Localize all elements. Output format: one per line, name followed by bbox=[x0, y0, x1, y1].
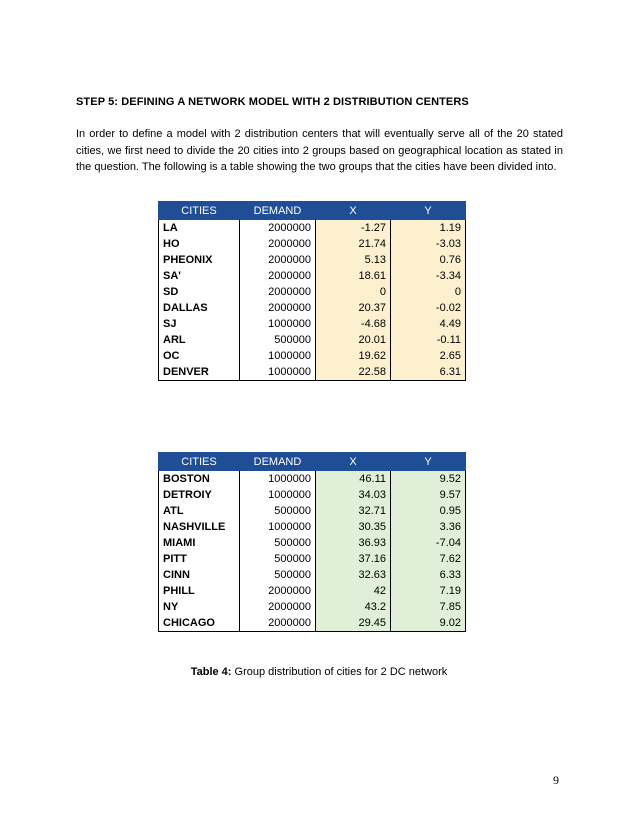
cell-demand: 1000000 bbox=[240, 364, 316, 381]
col-header-x: X bbox=[316, 202, 391, 220]
table-row bbox=[159, 615, 466, 632]
cell-city: CHICAGO bbox=[159, 615, 240, 632]
cell-y: -3.34 bbox=[391, 268, 466, 284]
col-header-demand: DEMAND bbox=[240, 453, 316, 471]
cell-x: 32.71 bbox=[316, 503, 391, 519]
table-row bbox=[159, 220, 466, 237]
table-row bbox=[159, 503, 466, 519]
col-header-y: Y bbox=[391, 202, 466, 220]
cell-x: 36.93 bbox=[316, 535, 391, 551]
cell-x: 42 bbox=[316, 583, 391, 599]
cell-city: DETROIY bbox=[159, 487, 240, 503]
table-header-row bbox=[159, 453, 466, 471]
table-row bbox=[159, 535, 466, 551]
cell-demand: 2000000 bbox=[240, 599, 316, 615]
table-row bbox=[159, 268, 466, 284]
cell-demand: 1000000 bbox=[240, 316, 316, 332]
cell-city: OC bbox=[159, 348, 240, 364]
table-row bbox=[159, 236, 466, 252]
section-heading: STEP 5: DEFINING A NETWORK MODEL WITH 2 DISTRIBUTION CENTERS bbox=[76, 96, 469, 108]
cell-city: MIAMI bbox=[159, 535, 240, 551]
table-row bbox=[159, 348, 466, 364]
table-row bbox=[159, 599, 466, 615]
cell-y: 7.85 bbox=[391, 599, 466, 615]
cell-y: -7.04 bbox=[391, 535, 466, 551]
table-header-row bbox=[159, 202, 466, 220]
cell-demand: 2000000 bbox=[240, 236, 316, 252]
cell-y: 1.19 bbox=[391, 220, 466, 237]
cell-city: PHILL bbox=[159, 583, 240, 599]
caption-text: Group distribution of cities for 2 DC network bbox=[231, 666, 448, 678]
cell-x: -1.27 bbox=[316, 220, 391, 237]
cell-city: PITT bbox=[159, 551, 240, 567]
cell-y: 0 bbox=[391, 284, 466, 300]
cell-city: LA bbox=[159, 220, 240, 237]
cell-y: 9.57 bbox=[391, 487, 466, 503]
table-row bbox=[159, 583, 466, 599]
cell-city: BOSTON bbox=[159, 471, 240, 488]
cell-x: 32.63 bbox=[316, 567, 391, 583]
cell-demand: 2000000 bbox=[240, 252, 316, 268]
cell-y: 3.36 bbox=[391, 519, 466, 535]
cell-city: CINN bbox=[159, 567, 240, 583]
table-row bbox=[159, 487, 466, 503]
col-header-cities: CITIES bbox=[159, 453, 240, 471]
cell-city: NASHVILLE bbox=[159, 519, 240, 535]
cell-demand: 2000000 bbox=[240, 284, 316, 300]
page-number: 9 bbox=[553, 773, 559, 787]
table-row bbox=[159, 364, 466, 381]
cell-demand: 1000000 bbox=[240, 519, 316, 535]
table-row bbox=[159, 300, 466, 316]
cell-city: HO bbox=[159, 236, 240, 252]
cell-y: 6.31 bbox=[391, 364, 466, 381]
cell-demand: 500000 bbox=[240, 332, 316, 348]
cell-demand: 500000 bbox=[240, 551, 316, 567]
cell-city: DALLAS bbox=[159, 300, 240, 316]
cell-y: 7.62 bbox=[391, 551, 466, 567]
cell-x: -4.68 bbox=[316, 316, 391, 332]
cell-city: ARL bbox=[159, 332, 240, 348]
cell-x: 29.45 bbox=[316, 615, 391, 632]
cell-y: 7.19 bbox=[391, 583, 466, 599]
cell-y: -0.02 bbox=[391, 300, 466, 316]
cell-demand: 2000000 bbox=[240, 583, 316, 599]
cell-y: 4.49 bbox=[391, 316, 466, 332]
cell-city: SJ bbox=[159, 316, 240, 332]
intro-paragraph: In order to define a model with 2 distribution centers that will eventually serve all of the 20 stated cities, we first need to divide the 20 cities into 2 groups based on geographical location as stated in the question. The following is a table showing the two groups that the cities have been divided into. bbox=[76, 128, 563, 173]
cell-demand: 500000 bbox=[240, 567, 316, 583]
cell-x: 19.62 bbox=[316, 348, 391, 364]
cell-y: -3.03 bbox=[391, 236, 466, 252]
col-header-y: Y bbox=[391, 453, 466, 471]
cell-x: 37.16 bbox=[316, 551, 391, 567]
cell-city: PHEONIX bbox=[159, 252, 240, 268]
cell-demand: 2000000 bbox=[240, 300, 316, 316]
cell-y: 0.95 bbox=[391, 503, 466, 519]
table-row bbox=[159, 332, 466, 348]
cell-x: 43.2 bbox=[316, 599, 391, 615]
cell-y: 2.65 bbox=[391, 348, 466, 364]
cell-y: 9.52 bbox=[391, 471, 466, 488]
cell-x: 18.61 bbox=[316, 268, 391, 284]
cell-city: NY bbox=[159, 599, 240, 615]
table-row bbox=[159, 471, 466, 488]
cell-x: 0 bbox=[316, 284, 391, 300]
cell-x: 20.01 bbox=[316, 332, 391, 348]
col-header-cities: CITIES bbox=[159, 202, 240, 220]
cell-demand: 1000000 bbox=[240, 471, 316, 488]
cell-city: SD bbox=[159, 284, 240, 300]
group-2-table bbox=[158, 452, 466, 632]
cell-demand: 2000000 bbox=[240, 220, 316, 237]
col-header-demand: DEMAND bbox=[240, 202, 316, 220]
cell-x: 30.35 bbox=[316, 519, 391, 535]
cell-x: 46.11 bbox=[316, 471, 391, 488]
cell-y: -0.11 bbox=[391, 332, 466, 348]
cell-x: 20.37 bbox=[316, 300, 391, 316]
cell-demand: 500000 bbox=[240, 503, 316, 519]
col-header-x: X bbox=[316, 453, 391, 471]
cell-city: ATL bbox=[159, 503, 240, 519]
cell-demand: 2000000 bbox=[240, 268, 316, 284]
table-row bbox=[159, 519, 466, 535]
cell-y: 0.76 bbox=[391, 252, 466, 268]
cell-x: 21.74 bbox=[316, 236, 391, 252]
cell-demand: 500000 bbox=[240, 535, 316, 551]
cell-demand: 2000000 bbox=[240, 615, 316, 632]
cell-city: SA' bbox=[159, 268, 240, 284]
cell-y: 6.33 bbox=[391, 567, 466, 583]
table-row bbox=[159, 284, 466, 300]
cell-city: DENVER bbox=[159, 364, 240, 381]
cell-x: 34.03 bbox=[316, 487, 391, 503]
table-row bbox=[159, 252, 466, 268]
cell-y: 9.02 bbox=[391, 615, 466, 632]
table-row bbox=[159, 316, 466, 332]
cell-x: 22.58 bbox=[316, 364, 391, 381]
group-1-table bbox=[158, 201, 466, 381]
cell-x: 5.13 bbox=[316, 252, 391, 268]
cell-demand: 1000000 bbox=[240, 348, 316, 364]
table-row bbox=[159, 567, 466, 583]
caption-label: Table 4: bbox=[190, 666, 232, 678]
table-row bbox=[159, 551, 466, 567]
cell-demand: 1000000 bbox=[240, 487, 316, 503]
table-caption bbox=[0, 666, 638, 678]
